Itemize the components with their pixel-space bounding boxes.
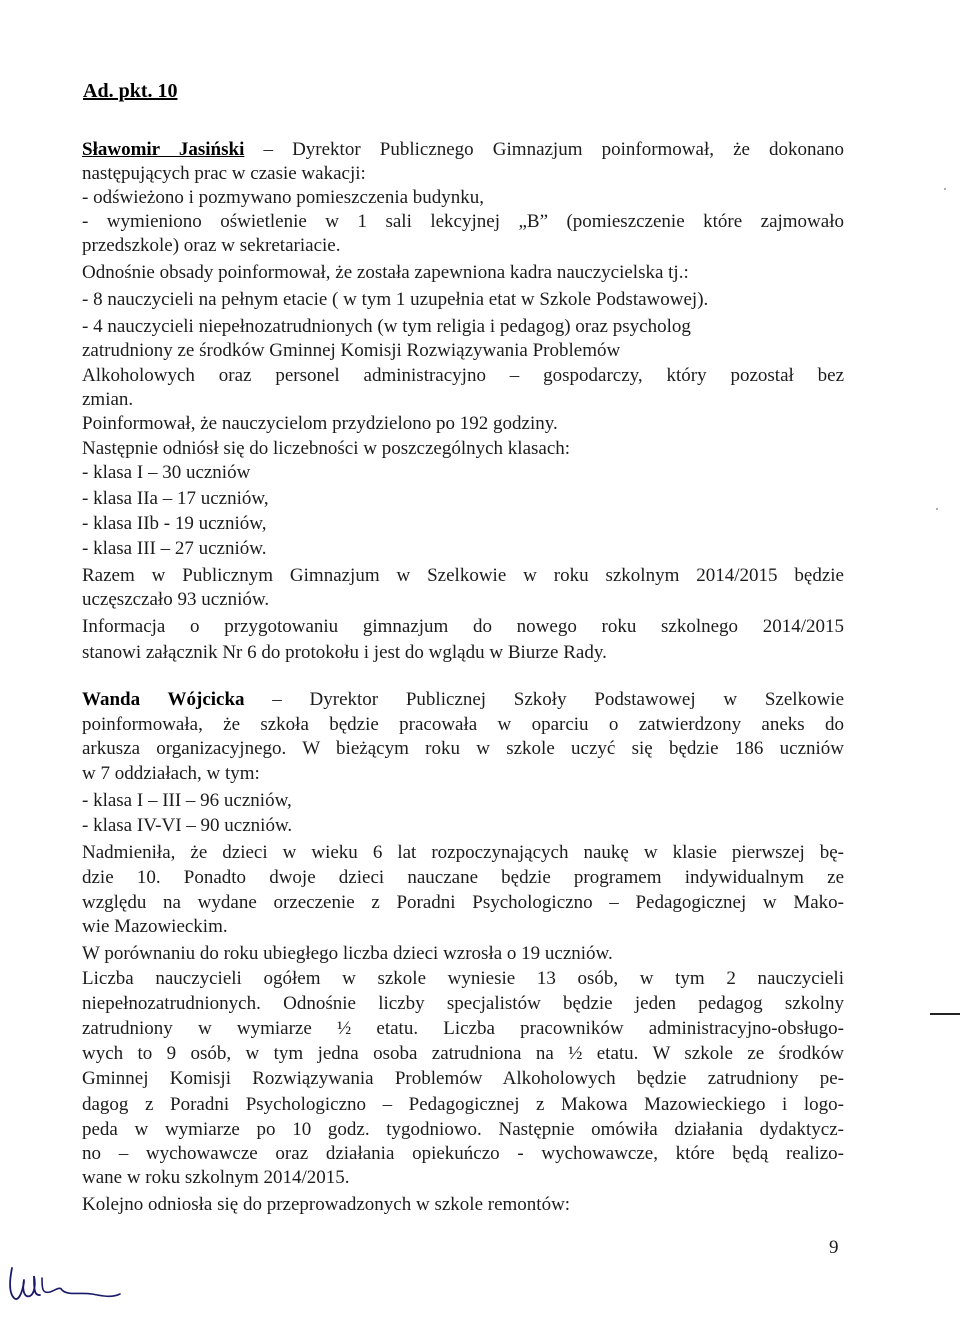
text-line: Liczba nauczycieli ogółem w szkole wyniesie 13 osób, w tym 2 nauczycieli [82,968,844,989]
text-line: W porównaniu do roku ubiegłego liczba dzieci wzrosła o 19 uczniów. [82,943,613,964]
paragraph-2-first-line [82,688,844,712]
scan-speck [936,508,938,510]
speaker-intro-wojcicka: – Dyrektor Publicznej Szkoły Podstawowej w Szelkowie [244,689,845,710]
text-line: przedszkole) oraz w sekretariacie. [82,235,341,256]
text-line: - klasa III – 27 uczniów. [82,538,267,559]
text-line: peda w wymiarze po 10 godz. tygodniowo. Następnie omówiła działania dydaktycz- [82,1119,844,1140]
text-line: stanowi załącznik Nr 6 do protokołu i jest do wglądu w Biurze Rady. [82,642,607,663]
text-line: Alkoholowych oraz personel administracyjno – gospodarczy, który pozostał bez [82,365,844,386]
text-line: - odświeżono i pozmywano pomieszczenia budynku, [82,187,485,208]
text-line: Poinformował, że nauczycielom przydzielono po 192 godziny. [82,413,558,434]
page-heading: Ad. pkt. 10 [83,80,178,102]
text-line: w 7 oddziałach, w tym: [82,763,260,784]
text-line: - klasa IV-VI – 90 uczniów. [82,815,293,836]
text-line: Informacja o przygotowaniu gimnazjum do nowego roku szkolnego 2014/2015 [82,616,844,637]
paragraph-1-first-line [82,138,844,162]
page-number: 9 [829,1237,839,1258]
speaker-name-wojcicka: Wanda Wójcicka [82,689,245,710]
text-line: uczęszczało 93 uczniów. [82,589,270,610]
text-line: arkusza organizacyjnego. W bieżącym roku w szkole uczyć się będzie 186 uczniów [82,738,844,759]
text-line: Razem w Publicznym Gimnazjum w Szelkowie w roku szkolnym 2014/2015 będzie [82,565,844,586]
text-line: - klasa IIb - 19 uczniów, [82,513,267,534]
text-line: no – wychowawcze oraz działania opiekuńczo - wychowawcze, które będą realizo- [82,1143,844,1164]
text-line: zmian. [82,389,134,410]
text-line: Nadmieniła, że dzieci w wieku 6 lat rozpoczynających naukę w klasie pierwszej bę- [82,842,844,863]
text-line: Kolejno odniosła się do przeprowadzonych w szkole remontów: [82,1194,571,1215]
text-line: zatrudniony ze środków Gminnej Komisji Rozwiązywania Problemów [82,340,621,361]
text-line: poinformowała, że szkoła będzie pracowała w oparciu o zatwierdzony aneks do [82,714,844,735]
text-line: Odnośnie obsady poinformował, że została zapewniona kadra nauczycielska tj.: [82,262,689,283]
text-line: - wymieniono oświetlenie w 1 sali lekcyjnej „B” (pomieszczenie które zajmowało [82,211,844,232]
text-line: wych to 9 osób, w tym jedna osoba zatrudniona na ½ etatu. W szkole ze środków [82,1043,844,1064]
text-line: wane w roku szkolnym 2014/2015. [82,1167,350,1188]
text-line: zatrudniony w wymiarze ½ etatu. Liczba pracowników administracyjno-obsługo- [82,1018,844,1039]
text-line: wie Mazowieckim. [82,916,228,937]
text-line: - 8 nauczycieli na pełnym etacie ( w tym 1 uzupełnia etat w Szkole Podstawowej). [82,289,709,310]
text-line: - klasa I – III – 96 uczniów, [82,790,292,811]
speaker-name-jasinski: Sławomir Jasiński [82,139,245,160]
text-line: - klasa IIa – 17 uczniów, [82,488,269,509]
text-line: Następnie odniósł się do liczebności w poszczególnych klasach: [82,438,571,459]
scan-speck [944,188,946,190]
text-line: Gminnej Komisji Rozwiązywania Problemów Alkoholowych będzie zatrudniony pe- [82,1068,844,1089]
text-line: następujących prac w czasie wakacji: [82,163,366,184]
text-line: - klasa I – 30 uczniów [82,462,251,483]
speaker-intro-jasinski: – Dyrektor Publicznego Gimnazjum poinformował, że dokonano [244,139,844,160]
handwritten-signature [4,1258,124,1306]
text-line: względu na wydane orzeczenie z Poradni Psychologiczno – Pedagogicznej w Mako- [82,892,844,913]
margin-line-mark [930,1013,960,1015]
text-line: dzie 10. Ponadto dwoje dzieci nauczane będzie programem indywidualnym ze [82,867,844,888]
text-line: dagog z Poradni Psychologiczno – Pedagogicznej z Makowa Mazowieckiego i logo- [82,1094,844,1115]
text-line: niepełnozatrudnionych. Odnośnie liczby specjalistów będzie jeden pedagog szkolny [82,993,844,1014]
text-line: - 4 nauczycieli niepełnozatrudnionych (w tym religia i pedagog) oraz psycholog [82,316,691,337]
